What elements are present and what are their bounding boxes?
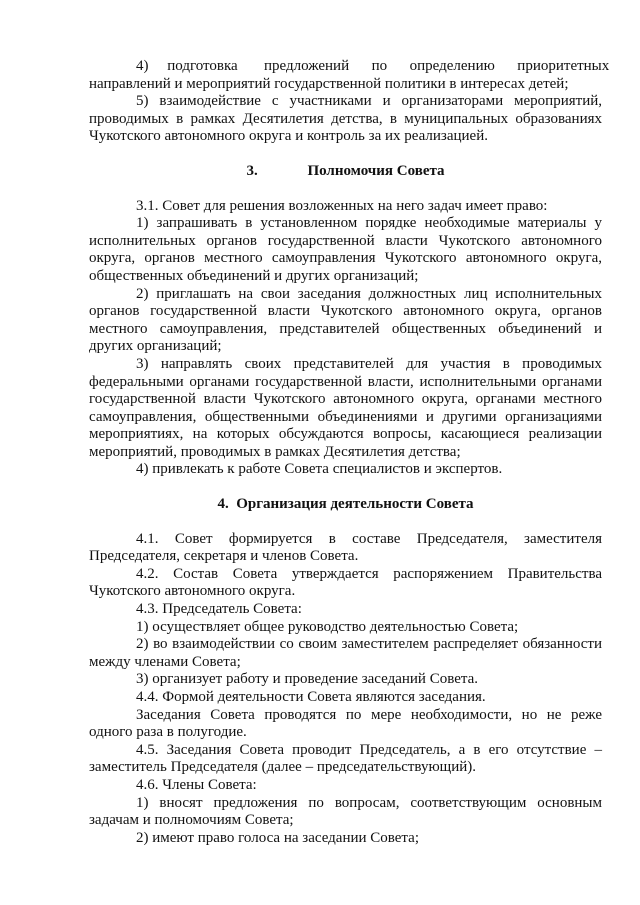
list-item-4-3-2: 2) во взаимодействии со своим заместителем распределяет обязанности между членами Совета; (89, 636, 602, 670)
paragraph-4-1: 4.1. Совет формируется в составе Председателя, заместителя Председателя, секретаря и членов Совета. (89, 530, 602, 565)
list-item-4-3-1: 1) осуществляет общее руководство деятельностью Совета; (136, 618, 519, 635)
section-4-title: Организация деятельности Совета (236, 496, 474, 513)
paragraph-4-6: 4.6. Члены Совета: (136, 776, 257, 793)
paragraph-4-5: 4.5. Заседания Совета проводит Председатель, а в его отсутствие – заместитель Председателя (далее – председательствующий). (89, 741, 602, 776)
paragraph-intro-5: 5) взаимодействие с участниками и организаторами мероприятий, проводимых в рамках Десятилетия детства, в муниципальных образованиях Чукотского автономного округа и контроль за их реализацией. (89, 93, 602, 145)
list-item-3-1-3: 3) направлять своих представителей для участия в проводимых федеральными органами государственной власти, исполнительными органами государственной власти Чукотского автономного округа, органами местного самоуправления, общественными объединениями и другими организациями мероприятиях, на которых обсуждаются вопросы, касающиеся реализации мероприятий, проводимых в рамках Десятилетия детства; (89, 355, 602, 460)
list-item-4-3-3: 3) организует работу и проведение заседаний Совета. (136, 671, 479, 688)
section-3-heading (89, 163, 602, 181)
section-3-number: 3. (246, 162, 258, 179)
list-item-3-1-4: 4) привлекать к работе Совета специалистов и экспертов. (136, 461, 503, 478)
section-4-number: 4. (217, 496, 229, 513)
paragraph-intro-4: 4) подготовка предложений по определению приоритетных направлений и мероприятий государственной политики в интересах детей; (89, 58, 610, 92)
paragraph-4-4-meetings: Заседания Совета проводятся по мере необходимости, но не реже одного раза в полугодие. (89, 706, 602, 741)
list-item-3-1-1: 1) запрашивать в установленном порядке необходимые материалы у исполнительных органов государственной власти Чукотского автономного округа, органов местного самоуправления Чукотского автономного округа, общественных объединений и других организаций; (89, 215, 602, 284)
list-item-4-6-2: 2) имеют право голоса на заседании Совета; (136, 829, 420, 846)
list-item-3-1-2: 2) приглашать на свои заседания должностных лиц исполнительных органов государственной власти Чукотского автономного округа, органов местного самоуправления, представителей общественных объединений и других организаций; (89, 285, 602, 355)
paragraph-4-3: 4.3. Председатель Совета: (136, 601, 302, 618)
section-3-title: Полномочия Совета (307, 162, 445, 179)
list-item-4-6-1: 1) вносят предложения по вопросам, соответствующим основным задачам и полномочиям Совета; (89, 794, 602, 829)
paragraph-3-1: 3.1. Совет для решения возложенных на него задач имеет право: (136, 197, 548, 214)
section-4-heading (89, 496, 602, 514)
document-page (89, 58, 610, 847)
paragraph-4-4: 4.4. Формой деятельности Совета являются заседания. (136, 689, 486, 705)
paragraph-4-2: 4.2. Состав Совета утверждается распоряжением Правительства Чукотского автономного округа. (89, 565, 602, 600)
